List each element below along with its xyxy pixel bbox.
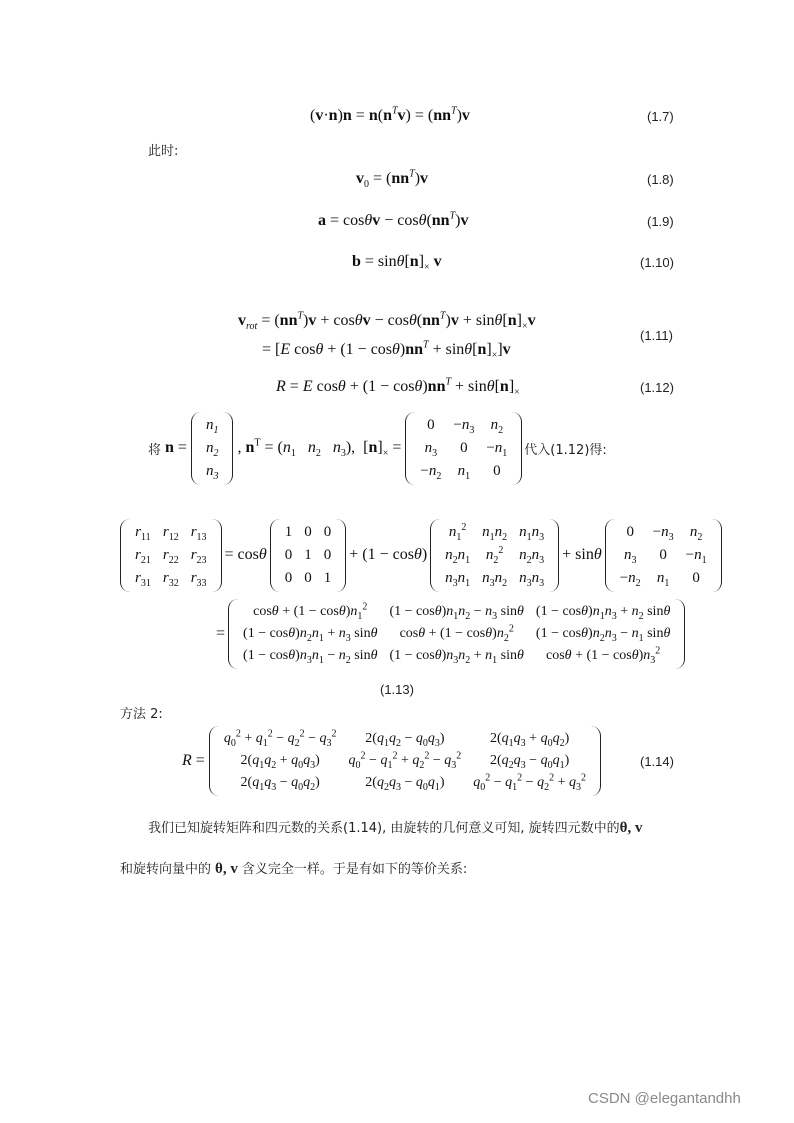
n-transpose: , $n^T = (n_1$ $n_2$ $n_3$), $[n]_\times$ = (237, 437, 402, 460)
equation-1-10: $b = \sin\theta[n]_\times$ v (352, 253, 442, 274)
text-cishi: 此时: (148, 144, 179, 159)
equation-number-1-13: (1.13) (380, 682, 414, 697)
r-matrix: $r_{11}$ $r_{12}$ $r_{13}$ $r_{21}$ $r_{22}$ $r_{23}$ $r_{31}$ $r_{32}$ $r_{33}$ (120, 519, 222, 592)
cross-matrix-2: 0 $-n_3$ $n_2$ $n_3$ 0 $-n_1$ $-n_2$ $n_1$ 0 (605, 519, 722, 592)
equation-1-13-line1: $r_{11}$ $r_{12}$ $r_{13}$ $r_{21}$ $r_{22}$ $r_{23}$ $r_{31}$ $r_{32}$ $r_{33}$ = cosθ 1 0 0 0 1 0 0 0 1 + (1 − cosθ) $n_1^2$ $n_1n_2$ $n_1n_3$ $n_2n_1$ $n_2^2$ $n_2n_3$ $n_3n_1$ $n_3n_2$ $n_3n_3$ + sinθ 0 $-n_3$ $n_2$ $n_3$ 0 $-n_1$ $-n_2$ $n_1$ 0 (120, 520, 722, 590)
paragraph-line2-symbols: θ, v (215, 861, 238, 877)
paragraph-line1-text: 我们已知旋转矩阵和四元数的关系(1.14), 由旋转的几何意义可知, 旋转四元数中的 (148, 821, 620, 836)
n-cross-matrix: 0 $-n_3$ $n_2$ $n_3$ 0 $-n_1$ $-n_2$ $n_1$ 0 (405, 412, 522, 485)
equation-1-14: R = $q_0^2 + q_1^2 - q_2^2 - q_3^2$ $2(q_1q_2 - q_0q_3)$ $2(q_1q_3 + q_0q_2)$ $2(q_1q_2 + q_0q_3)$ $q_0^2 - q_1^2 + q_2^2 - q_3^2$ $2(q_2q_3 - q_0q_1)$ $2(q_1q_3 - q_0q_2)$ $2(q_2q_3 - q_0q_1)$ $q_0^2 - q_1^2 - q_2^2 + q_3^2$ (182, 724, 601, 798)
rotation-matrix-expanded: $\cos\theta + (1 - \cos\theta)n_1^2$ $(1 - \cos\theta)n_1n_2 - n_3$ sinθ $(1 - \cos\theta)n_1n_3 + n_2$ sinθ $(1 - \cos\theta)n_2n_1 + n_3$ sinθ $\cos\theta + (1 - \cos\theta)n_2^2$ $(1 - \cos\theta)n_2n_3 - n_1$ sinθ $(1 - \cos\theta)n_3n_1 - n_2$ sinθ $(1 - \cos\theta)n_3n_2 + n_1$ sinθ $\cos\theta + (1 - \cos\theta)n_3^2$ (228, 599, 685, 669)
equation-1-8: $v_0 = (nn^T)v$ (356, 168, 429, 191)
identity-matrix: 1 0 0 0 1 0 0 0 1 (270, 519, 347, 592)
paragraph-line2 (120, 858, 467, 878)
paragraph-line1 (148, 817, 642, 837)
equation-1-11-line1: $v_{rot} = (nn^T)v + \cos\theta v - \cos\theta(nn^T)v + \sin\theta[n]_\times v$ (238, 310, 536, 333)
equation-number-1-14: (1.14) (640, 754, 674, 769)
equation-number-1-7: (1.7) (647, 109, 674, 124)
equation-1-9: $a = \cos\theta v - \cos\theta(nn^T)v$ (318, 210, 469, 229)
equation-1-11-line2: = [E $\cos\theta + (1 - \cos\theta)nn^T + \sin\theta[n]_\times]v$ (262, 339, 511, 362)
equation-1-12: R = E $\cos\theta + (1 - \cos\theta)nn^T + \sin\theta[n]_\times$ (276, 376, 520, 399)
text-dairu: 代入(1.12)得: (524, 442, 607, 458)
paragraph-line2-head: 和旋转向量中的 (120, 862, 212, 877)
paragraph-line1-symbols: θ, v (619, 820, 643, 836)
watermark: CSDN @elegantandhh (588, 1090, 741, 1107)
equation-number-1-11: (1.11) (640, 328, 673, 343)
definition-line (148, 412, 607, 484)
quaternion-rotation-matrix: $q_0^2 + q_1^2 - q_2^2 - q_3^2$ $2(q_1q_2 - q_0q_3)$ $2(q_1q_3 + q_0q_2)$ $2(q_1q_2 + q_0q_3)$ $q_0^2 - q_1^2 + q_2^2 - q_3^2$ $2(q_2q_3 - q_0q_1)$ $2(q_1q_3 - q_0q_2)$ $2(q_2q_3 - q_0q_1)$ $q_0^2 - q_1^2 - q_2^2 + q_3^2$ (209, 726, 601, 796)
equation-1-7: $(v\cdot n)n = n(n^Tv) = (nn^T)v$ (310, 105, 470, 124)
nnt-matrix: $n_1^2$ $n_1n_2$ $n_1n_3$ $n_2n_1$ $n_2^2$ $n_2n_3$ $n_3n_1$ $n_3n_2$ $n_3n_3$ (430, 519, 559, 592)
equation-number-1-9: (1.9) (647, 214, 674, 229)
paragraph-line2-text: 含义完全一样。于是有如下的等价关系: (241, 862, 468, 877)
text-jiang: 将 (148, 442, 162, 458)
n-vector: $n_1$ $n_2$ $n_3$ (191, 412, 234, 485)
equation-number-1-8: (1.8) (647, 172, 674, 187)
equation-number-1-10: (1.10) (640, 255, 674, 270)
text-method2: 方法 2: (120, 707, 163, 722)
n-symbol: n = (165, 439, 187, 456)
equation-1-13-line2: = $\cos\theta + (1 - \cos\theta)n_1^2$ $(1 - \cos\theta)n_1n_2 - n_3$ sinθ $(1 - \cos\theta)n_1n_3 + n_2$ sinθ $(1 - \cos\theta)n_2n_1 + n_3$ sinθ $\cos\theta + (1 - \cos\theta)n_2^2$ $(1 - \cos\theta)n_2n_3 - n_1$ sinθ $(1 - \cos\theta)n_3n_1 - n_2$ sinθ $(1 - \cos\theta)n_3n_2 + n_1$ sinθ $\cos\theta + (1 - \cos\theta)n_3^2$ (216, 598, 685, 670)
equation-number-1-12: (1.12) (640, 380, 674, 395)
